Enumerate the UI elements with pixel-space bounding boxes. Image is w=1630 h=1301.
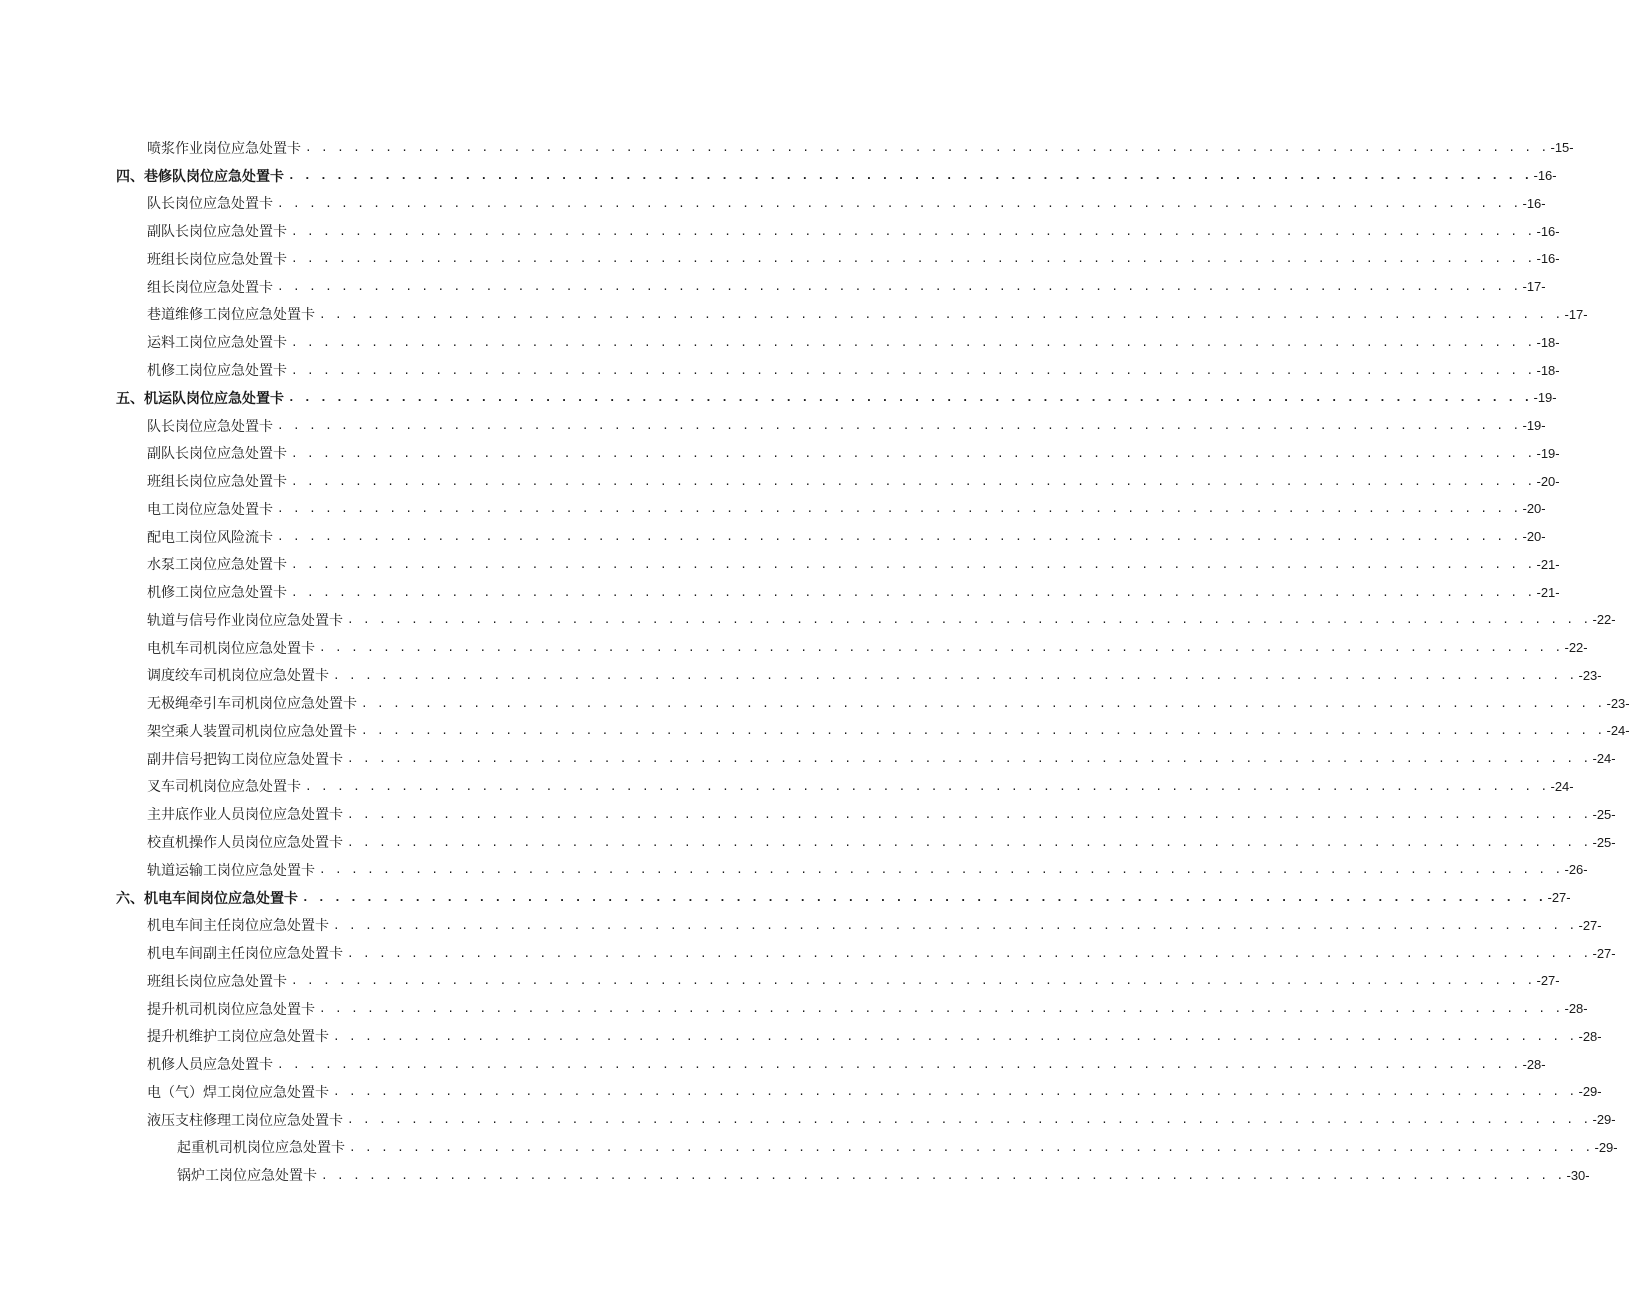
toc-dot-leader: . . . . . . . . . . . . . . . . . . . . . . . . . . . . . . . . . . . . . . . . . . . . . . . . . . . . . . . . . . . . . . . . . . . . . . . . . . . . . .	[347, 752, 1591, 766]
toc-dot-leader: . . . . . . . . . . . . . . . . . . . . . . . . . . . . . . . . . . . . . . . . . . . . . . . . . . . . . . . . . . . . . . . . . . . . . . . . . . . . . .	[321, 1168, 1565, 1182]
toc-dot-leader: . . . . . . . . . . . . . . . . . . . . . . . . . . . . . . . . . . . . . . . . . . . . . . . . . . . . . . . . . . . . . . . . . . . . . . . . . . . . . .	[347, 1113, 1591, 1127]
toc-entry-title: 喷浆作业岗位应急处置卡	[147, 140, 301, 157]
toc-entry-title: 组长岗位应急处置卡	[147, 279, 273, 296]
toc-dot-leader: . . . . . . . . . . . . . . . . . . . . . . . . . . . . . . . . . . . . . . . . . . . . . . . . . . . . . . . . . . . . . . . . . . . . . . . . . . . . . .	[277, 196, 1521, 210]
toc-entry[interactable]	[0, 550, 1560, 578]
toc-dot-leader: . . . . . . . . . . . . . . . . . . . . . . . . . . . . . . . . . . . . . . . . . . . . . . . . . . . . . . . . . . . . . . . . . . . . . . . . . . . . . .	[291, 474, 1535, 488]
toc-dot-leader: . . . . . . . . . . . . . . . . . . . . . . . . . . . . . . . . . . . . . . . . . . . . . . . . . . . . . . . . . . . . . . . . . . . . . . . . . . . . . .	[333, 668, 1577, 682]
toc-dot-leader: . . . . . . . . . . . . . . . . . . . . . . . . . . . . . . . . . . . . . . . . . . . . . . . . . . . . . . . . . . . . . . . . . . . . . . . . . . . . . .	[333, 1085, 1577, 1099]
toc-entry[interactable]	[0, 1078, 1602, 1106]
toc-dot-leader: . . . . . . . . . . . . . . . . . . . . . . . . . . . . . . . . . . . . . . . . . . . . . . . . . . . . . . . . . . . . . . . . . . . . . . . . . . . . . .	[319, 1002, 1563, 1016]
toc-entry-title: 叉车司机岗位应急处置卡	[147, 779, 301, 796]
toc-entry-title: 调度绞车司机岗位应急处置卡	[147, 668, 329, 685]
toc-page-number: -15-	[1550, 140, 1574, 156]
toc-entry[interactable]	[0, 1106, 1616, 1134]
toc-dot-leader: . . . . . . . . . . . . . . . . . . . . . . . . . . . . . . . . . . . . . . . . . . . . . . . . . . . . . . . . . . . . . . . . . . . . . . . . . . . . . .	[291, 446, 1535, 460]
toc-entry[interactable]	[0, 828, 1616, 856]
toc-page-number: -18-	[1536, 334, 1560, 350]
toc-dot-leader: . . . . . . . . . . . . . . . . . . . . . . . . . . . . . . . . . . . . . . . . . . . . . . . . . . . . . . . . . . . . . . . . . . . . . . . . . . . . . .	[305, 779, 1549, 793]
toc-dot-leader: . . . . . . . . . . . . . . . . . . . . . . . . . . . . . . . . . . . . . . . . . . . . . . . . . . . . . . . . . . . . . . . . . . . . . . . . . . . . . .	[319, 641, 1563, 655]
toc-dot-leader: . . . . . . . . . . . . . . . . . . . . . . . . . . . . . . . . . . . . . . . . . . . . . . . . . . . . . . . . . . . . . . . . . . . . . . . . . . . . . .	[361, 724, 1605, 738]
toc-entry-title: 班组长岗位应急处置卡	[147, 251, 287, 268]
toc-page-number: -25-	[1592, 806, 1616, 822]
toc-entry-title: 巷道维修工岗位应急处置卡	[147, 307, 315, 324]
toc-entry-title: 五、机运队岗位应急处置卡	[116, 390, 284, 407]
toc-page-number: -22-	[1592, 612, 1616, 628]
toc-page-number: -22-	[1564, 640, 1588, 656]
toc-page-number: -29-	[1592, 1112, 1616, 1128]
table-of-contents	[0, 134, 1630, 1189]
toc-entry-title: 电工岗位应急处置卡	[147, 501, 273, 518]
toc-dot-leader: . . . . . . . . . . . . . . . . . . . . . . . . . . . . . . . . . . . . . . . . . . . . . . . . . . . . . . . . . . . . . . . . . . . . . . . . . . . . . .	[291, 335, 1535, 349]
toc-entry[interactable]	[0, 717, 1630, 745]
toc-entry[interactable]	[0, 301, 1588, 329]
toc-entry[interactable]	[0, 467, 1560, 495]
toc-page-number: -19-	[1536, 445, 1560, 461]
toc-page-number: -21-	[1536, 584, 1560, 600]
toc-entry[interactable]	[0, 1161, 1590, 1189]
toc-entry[interactable]	[0, 689, 1630, 717]
toc-page-number: -19-	[1533, 390, 1557, 406]
toc-section-heading[interactable]	[0, 162, 1557, 190]
toc-entry[interactable]	[0, 856, 1588, 884]
toc-entry[interactable]	[0, 606, 1616, 634]
toc-entry[interactable]	[0, 495, 1546, 523]
toc-dot-leader: . . . . . . . . . . . . . . . . . . . . . . . . . . . . . . . . . . . . . . . . . . . . . . . . . . . . . . . . . . . . . . . . . . . . . . . . . . . . . .	[305, 141, 1549, 155]
toc-entry-title: 运料工岗位应急处置卡	[147, 335, 287, 352]
toc-section-heading[interactable]	[0, 384, 1557, 412]
toc-page-number: -28-	[1564, 1001, 1588, 1017]
toc-entry-title: 锅炉工岗位应急处置卡	[177, 1168, 317, 1185]
toc-entry[interactable]	[0, 1023, 1602, 1051]
toc-entry-title: 配电工岗位风险流卡	[147, 529, 273, 546]
toc-entry-title: 水泵工岗位应急处置卡	[147, 557, 287, 574]
toc-entry[interactable]	[0, 911, 1602, 939]
toc-entry-title: 班组长岗位应急处置卡	[147, 474, 287, 491]
toc-dot-leader: . . . . . . . . . . . . . . . . . . . . . . . . . . . . . . . . . . . . . . . . . . . . . . . . . . . . . . . . . . . . . . . . . . . . . . . . . . . . . .	[291, 974, 1535, 988]
toc-entry[interactable]	[0, 439, 1560, 467]
toc-dot-leader: . . . . . . . . . . . . . . . . . . . . . . . . . . . . . . . . . . . . . . . . . . . . . . . . . . . . . . . . . . . . . . . . . . . . . . . . . . . . . .	[277, 419, 1521, 433]
toc-entry-title: 六、机电车间岗位应急处置卡	[116, 890, 298, 907]
toc-dot-leader: . . . . . . . . . . . . . . . . . . . . . . . . . . . . . . . . . . . . . . . . . . . . . . . . . . . . . . . . . . . . . . . . . . . . . . . . . . . . . .	[347, 946, 1591, 960]
toc-page-number: -16-	[1522, 195, 1546, 211]
toc-dot-leader: . . . . . . . . . . . . . . . . . . . . . . . . . . . . . . . . . . . . . . . . . . . . . . . . . . . . . . . . . . . . . . . . . . . . . . . . . . . . . .	[333, 918, 1577, 932]
toc-entry[interactable]	[0, 245, 1560, 273]
toc-dot-leader: . . . . . . . . . . . . . . . . . . . . . . . . . . . . . . . . . . . . . . . . . . . . . . . . . . . . . . . . . . . . . . . . . . . . . . . . . . . . . .	[277, 530, 1521, 544]
toc-page-number: -20-	[1522, 501, 1546, 517]
toc-entry-title: 四、巷修队岗位应急处置卡	[116, 168, 284, 185]
toc-dot-leader: . . . . . . . . . . . . . . . . . . . . . . . . . . . . . . . . . . . . . . . . . . . . . . . . . . . . . . . . . . . . . . . . . . . . . . . . . . . . . .	[291, 585, 1535, 599]
toc-page-number: -27-	[1536, 973, 1560, 989]
toc-page-number: -27-	[1547, 890, 1571, 906]
toc-page-number: -24-	[1592, 751, 1616, 767]
toc-entry-title: 主井底作业人员岗位应急处置卡	[147, 807, 343, 824]
toc-page-number: -28-	[1522, 1056, 1546, 1072]
toc-dot-leader: . . . . . . . . . . . . . . . . . . . . . . . . . . . . . . . . . . . . . . . . . . . . . . . . . . . . . . . . . . . . . . . . . . . . . . . . . . . . . .	[347, 613, 1591, 627]
toc-entry[interactable]	[0, 939, 1616, 967]
toc-page-number: -28-	[1578, 1028, 1602, 1044]
toc-entry[interactable]	[0, 773, 1574, 801]
toc-entry[interactable]	[0, 745, 1616, 773]
toc-entry[interactable]	[0, 800, 1616, 828]
toc-entry-title: 班组长岗位应急处置卡	[147, 973, 287, 990]
toc-entry[interactable]	[0, 1134, 1618, 1162]
toc-entry[interactable]	[0, 523, 1546, 551]
toc-dot-leader: . . . . . . . . . . . . . . . . . . . . . . . . . . . . . . . . . . . . . . . . . . . . . . . . . . . . . . . . . . . . . . . . . . . . . . . . . . . . . .	[291, 557, 1535, 571]
toc-dot-leader: . . . . . . . . . . . . . . . . . . . . . . . . . . . . . . . . . . . . . . . . . . . . . . . . . . . . . . . . . . . . . . . . . . . . . . . . . . . . . .	[277, 280, 1521, 294]
toc-page-number: -25-	[1592, 834, 1616, 850]
toc-entry-title: 机电车间主任岗位应急处置卡	[147, 918, 329, 935]
toc-entry[interactable]	[0, 412, 1546, 440]
toc-entry-title: 机电车间副主任岗位应急处置卡	[147, 946, 343, 963]
toc-entry-title: 提升机维护工岗位应急处置卡	[147, 1029, 329, 1046]
toc-page-number: -27-	[1592, 945, 1616, 961]
toc-page-number: -19-	[1522, 418, 1546, 434]
toc-entry-title: 队长岗位应急处置卡	[147, 418, 273, 435]
toc-entry-title: 机修工岗位应急处置卡	[147, 363, 287, 379]
toc-dot-leader: . . . . . . . . . . . . . . . . . . . . . . . . . . . . . . . . . . . . . . . . . . . . . . . . . . . . . . . . . . . . . . . . . . . . . . . . . . . . . .	[347, 835, 1591, 849]
toc-entry[interactable]	[0, 217, 1560, 245]
toc-section-heading[interactable]	[0, 884, 1571, 912]
toc-page-number: -16-	[1533, 168, 1557, 184]
toc-page-number: -20-	[1536, 473, 1560, 489]
toc-entry-title: 液压支柱修理工岗位应急处置卡	[147, 1112, 343, 1129]
toc-page-number: -18-	[1536, 362, 1560, 378]
toc-dot-leader: . . . . . . . . . . . . . . . . . . . . . . . . . . . . . . . . . . . . . . . . . . . . . . . . . . . . . . . . . . . . . . . . . . . . . . . . . . . . . .	[291, 224, 1535, 238]
toc-entry-title: 机修工岗位应急处置卡	[147, 585, 287, 602]
toc-page-number: -17-	[1564, 306, 1588, 322]
toc-page-number: -17-	[1522, 279, 1546, 295]
toc-page-number: -24-	[1606, 723, 1630, 739]
toc-entry-title: 副井信号把钩工岗位应急处置卡	[147, 751, 343, 768]
toc-page-number: -29-	[1578, 1084, 1602, 1100]
toc-page-number: -23-	[1578, 667, 1602, 683]
toc-entry-title: 起重机司机岗位应急处置卡	[177, 1140, 345, 1157]
toc-entry-title: 校直机操作人员岗位应急处置卡	[147, 835, 343, 852]
toc-dot-leader: . . . . . . . . . . . . . . . . . . . . . . . . . . . . . . . . . . . . . . . . . . . . . . . . . . . . . . . . . . . . . . . . . . . . . . . . . . . . . .	[361, 696, 1605, 710]
toc-entry[interactable]	[0, 662, 1602, 690]
toc-dot-leader: . . . . . . . . . . . . . . . . . . . . . . . . . . . . . . . . . . . . . . . . . . . . . . . . . . . . . . . . . . . . . . . . . . . . . . . . . . . . . .	[349, 1140, 1593, 1154]
toc-dot-leader: . . . . . . . . . . . . . . . . . . . . . . . . . . . . . . . . . . . . . . . . . . . . . . . . . . . . . . . . . . . . . . . . . . . . . . . . . . . . . .	[291, 363, 1535, 377]
toc-dot-leader: . . . . . . . . . . . . . . . . . . . . . . . . . . . . . . . . . . . . . . . . . . . . . . . . . . . . . . . . . . . . . . . . . . . . . . . . . . . . . .	[302, 891, 1546, 905]
toc-page-number: -23-	[1606, 695, 1630, 711]
toc-entry[interactable]	[0, 967, 1560, 995]
toc-dot-leader: . . . . . . . . . . . . . . . . . . . . . . . . . . . . . . . . . . . . . . . . . . . . . . . . . . . . . . . . . . . . . . . . . . . . . . . . . . . . . .	[277, 502, 1521, 516]
toc-dot-leader: . . . . . . . . . . . . . . . . . . . . . . . . . . . . . . . . . . . . . . . . . . . . . . . . . . . . . . . . . . . . . . . . . . . . . . . . . . . . . .	[291, 252, 1535, 266]
toc-entry[interactable]	[0, 578, 1560, 606]
toc-dot-leader: . . . . . . . . . . . . . . . . . . . . . . . . . . . . . . . . . . . . . . . . . . . . . . . . . . . . . . . . . . . . . . . . . . . . . . . . . . . . . .	[333, 1029, 1577, 1043]
toc-entry-title: 副队长岗位应急处置卡	[147, 224, 287, 241]
toc-entry-title: 提升机司机岗位应急处置卡	[147, 1001, 315, 1018]
toc-entry-title: 机修人员应急处置卡	[147, 1057, 273, 1074]
toc-entry[interactable]	[0, 634, 1588, 662]
toc-entry[interactable]	[0, 134, 1574, 162]
toc-page-number: -26-	[1564, 862, 1588, 878]
toc-entry-title: 轨道与信号作业岗位应急处置卡	[147, 612, 343, 629]
toc-page-number: -20-	[1522, 529, 1546, 545]
toc-page-number: -16-	[1536, 251, 1560, 267]
toc-page-number: -27-	[1578, 917, 1602, 933]
toc-dot-leader: . . . . . . . . . . . . . . . . . . . . . . . . . . . . . . . . . . . . . . . . . . . . . . . . . . . . . . . . . . . . . . . . . . . . . . . . . . . . . .	[347, 807, 1591, 821]
toc-entry-title: 副队长岗位应急处置卡	[147, 446, 287, 463]
toc-entry[interactable]	[0, 328, 1560, 356]
toc-entry[interactable]	[0, 1050, 1546, 1078]
toc-page-number: -16-	[1536, 223, 1560, 239]
toc-entry-title: 电（气）焊工岗位应急处置卡	[147, 1084, 329, 1101]
toc-dot-leader: . . . . . . . . . . . . . . . . . . . . . . . . . . . . . . . . . . . . . . . . . . . . . . . . . . . . . . . . . . . . . . . . . . . . . . . . . . . . . .	[319, 863, 1563, 877]
toc-entry-title: 轨道运输工岗位应急处置卡	[147, 862, 315, 879]
toc-entry-title: 架空乘人装置司机岗位应急处置卡	[147, 723, 357, 740]
toc-page-number: -29-	[1594, 1139, 1618, 1155]
toc-entry[interactable]	[0, 190, 1546, 218]
toc-dot-leader: . . . . . . . . . . . . . . . . . . . . . . . . . . . . . . . . . . . . . . . . . . . . . . . . . . . . . . . . . . . . . . . . . . . . . . . . . . . . . .	[319, 307, 1563, 321]
toc-dot-leader: . . . . . . . . . . . . . . . . . . . . . . . . . . . . . . . . . . . . . . . . . . . . . . . . . . . . . . . . . . . . . . . . . . . . . . . . . . . . . .	[288, 391, 1532, 405]
toc-entry-title: 无极绳牵引车司机岗位应急处置卡	[147, 696, 357, 713]
toc-entry[interactable]	[0, 273, 1546, 301]
toc-page-number: -30-	[1566, 1167, 1590, 1183]
toc-entry[interactable]	[0, 995, 1588, 1023]
toc-dot-leader: . . . . . . . . . . . . . . . . . . . . . . . . . . . . . . . . . . . . . . . . . . . . . . . . . . . . . . . . . . . . . . . . . . . . . . . . . . . . . .	[288, 169, 1532, 183]
toc-dot-leader: . . . . . . . . . . . . . . . . . . . . . . . . . . . . . . . . . . . . . . . . . . . . . . . . . . . . . . . . . . . . . . . . . . . . . . . . . . . . . .	[277, 1057, 1521, 1071]
toc-page-number: -24-	[1550, 778, 1574, 794]
toc-entry-title: 队长岗位应急处置卡	[147, 196, 273, 213]
toc-entry-title: 电机车司机岗位应急处置卡	[147, 640, 315, 657]
toc-page-number: -21-	[1536, 556, 1560, 572]
toc-entry[interactable]	[0, 356, 1560, 384]
